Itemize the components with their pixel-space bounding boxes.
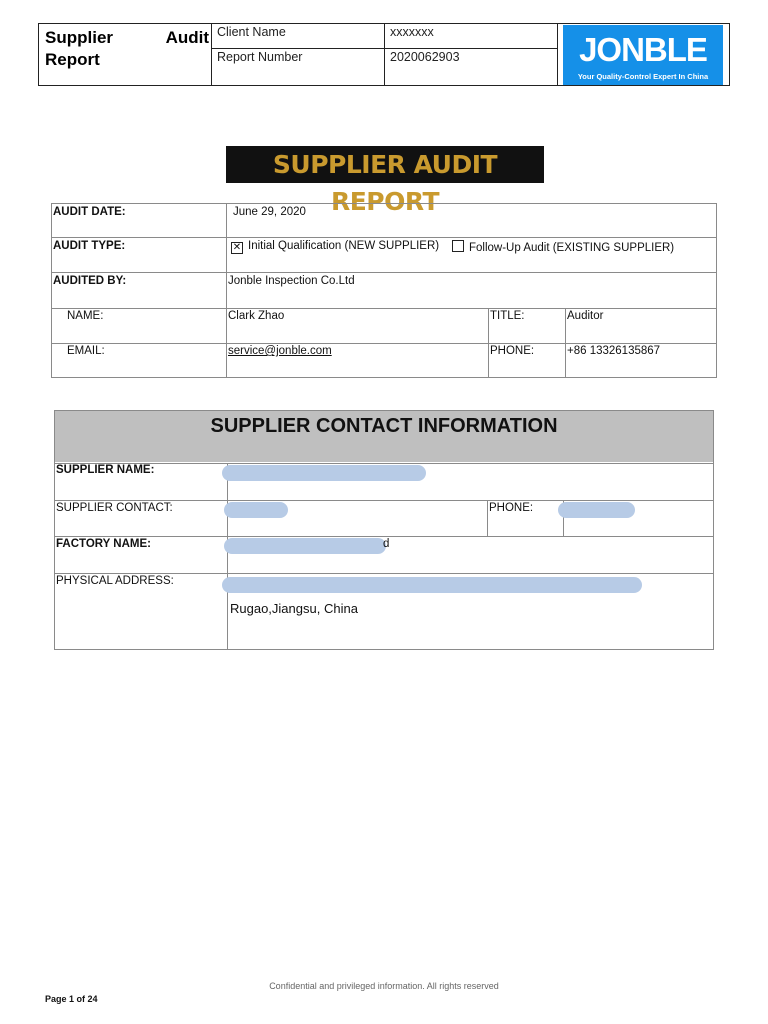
section-title: SUPPLIER CONTACT INFORMATION bbox=[210, 415, 558, 437]
divider bbox=[52, 237, 716, 238]
auditor-name-value: Clark Zhao bbox=[228, 310, 285, 322]
report-number-label: Report Number bbox=[217, 50, 303, 64]
header-report-title bbox=[45, 27, 209, 71]
audited-by-value: Jonble Inspection Co.Ltd bbox=[228, 275, 355, 287]
supplier-contact-label: SUPPLIER CONTACT: bbox=[56, 502, 173, 514]
audit-type-option-followup[interactable] bbox=[452, 240, 674, 254]
redaction-mark bbox=[222, 577, 642, 593]
audited-by-label: AUDITED BY: bbox=[53, 275, 127, 287]
audit-date-label: AUDIT DATE: bbox=[53, 206, 126, 218]
divider bbox=[226, 204, 227, 377]
header-title-word: Report bbox=[45, 50, 100, 69]
client-name-label: Client Name bbox=[217, 25, 286, 39]
divider bbox=[55, 536, 713, 537]
divider bbox=[487, 500, 488, 536]
auditor-phone-value: +86 13326135867 bbox=[567, 345, 661, 357]
report-number-value: 2020062903 bbox=[390, 50, 460, 64]
divider bbox=[52, 308, 716, 309]
factory-name-trailing-text: d bbox=[383, 538, 390, 550]
redaction-mark bbox=[558, 502, 635, 518]
divider bbox=[52, 343, 716, 344]
supplier-info-table bbox=[54, 410, 714, 650]
page-number: Page 1 of 24 bbox=[45, 994, 98, 1004]
auditor-email-link[interactable]: service@jonble.com bbox=[228, 345, 332, 357]
supplier-name-label: SUPPLIER NAME: bbox=[56, 464, 155, 476]
header-title-word: Supplier bbox=[45, 28, 114, 47]
page-title: SUPPLIER AUDIT REPORT bbox=[226, 146, 544, 183]
auditor-title-value: Auditor bbox=[567, 310, 604, 322]
audit-type-option-initial[interactable] bbox=[231, 240, 439, 254]
redaction-mark bbox=[224, 538, 386, 554]
company-logo bbox=[563, 25, 723, 85]
factory-name-label: FACTORY NAME: bbox=[56, 538, 151, 550]
audit-type-option-label: Follow-Up Audit (EXISTING SUPPLIER) bbox=[469, 242, 675, 254]
logo-wordmark: JONBLE bbox=[579, 31, 707, 68]
checkbox-unchecked-icon[interactable] bbox=[452, 240, 464, 252]
redaction-mark bbox=[224, 502, 288, 518]
logo-tagline: Your Quality-Control Expert In China bbox=[577, 72, 709, 81]
divider bbox=[55, 573, 713, 574]
divider bbox=[384, 24, 385, 85]
auditor-title-label: TITLE: bbox=[490, 310, 525, 322]
physical-address-line2: Rugao,Jiangsu, China bbox=[230, 601, 358, 616]
divider bbox=[211, 24, 212, 85]
auditor-name-label: NAME: bbox=[67, 310, 104, 322]
divider bbox=[227, 463, 228, 649]
audit-type-option-label: Initial Qualification (NEW SUPPLIER) bbox=[248, 240, 440, 252]
auditor-phone-label: PHONE: bbox=[490, 345, 535, 357]
divider bbox=[55, 500, 713, 501]
confidentiality-notice: Confidential and privileged information. All rights reserved bbox=[269, 981, 499, 991]
divider bbox=[52, 272, 716, 273]
physical-address-label: PHYSICAL ADDRESS: bbox=[56, 575, 174, 587]
supplier-phone-label: PHONE: bbox=[489, 502, 534, 514]
checkbox-checked-icon[interactable]: ✕ bbox=[232, 242, 242, 253]
divider bbox=[557, 24, 558, 85]
auditor-email-label: EMAIL: bbox=[67, 345, 105, 357]
header-title-word: Audit bbox=[165, 28, 209, 47]
redaction-mark bbox=[222, 465, 426, 481]
audit-date-value: June 29, 2020 bbox=[233, 206, 306, 218]
divider bbox=[211, 48, 557, 49]
client-name-value: xxxxxxx bbox=[390, 25, 434, 39]
audit-type-label: AUDIT TYPE: bbox=[53, 240, 126, 252]
